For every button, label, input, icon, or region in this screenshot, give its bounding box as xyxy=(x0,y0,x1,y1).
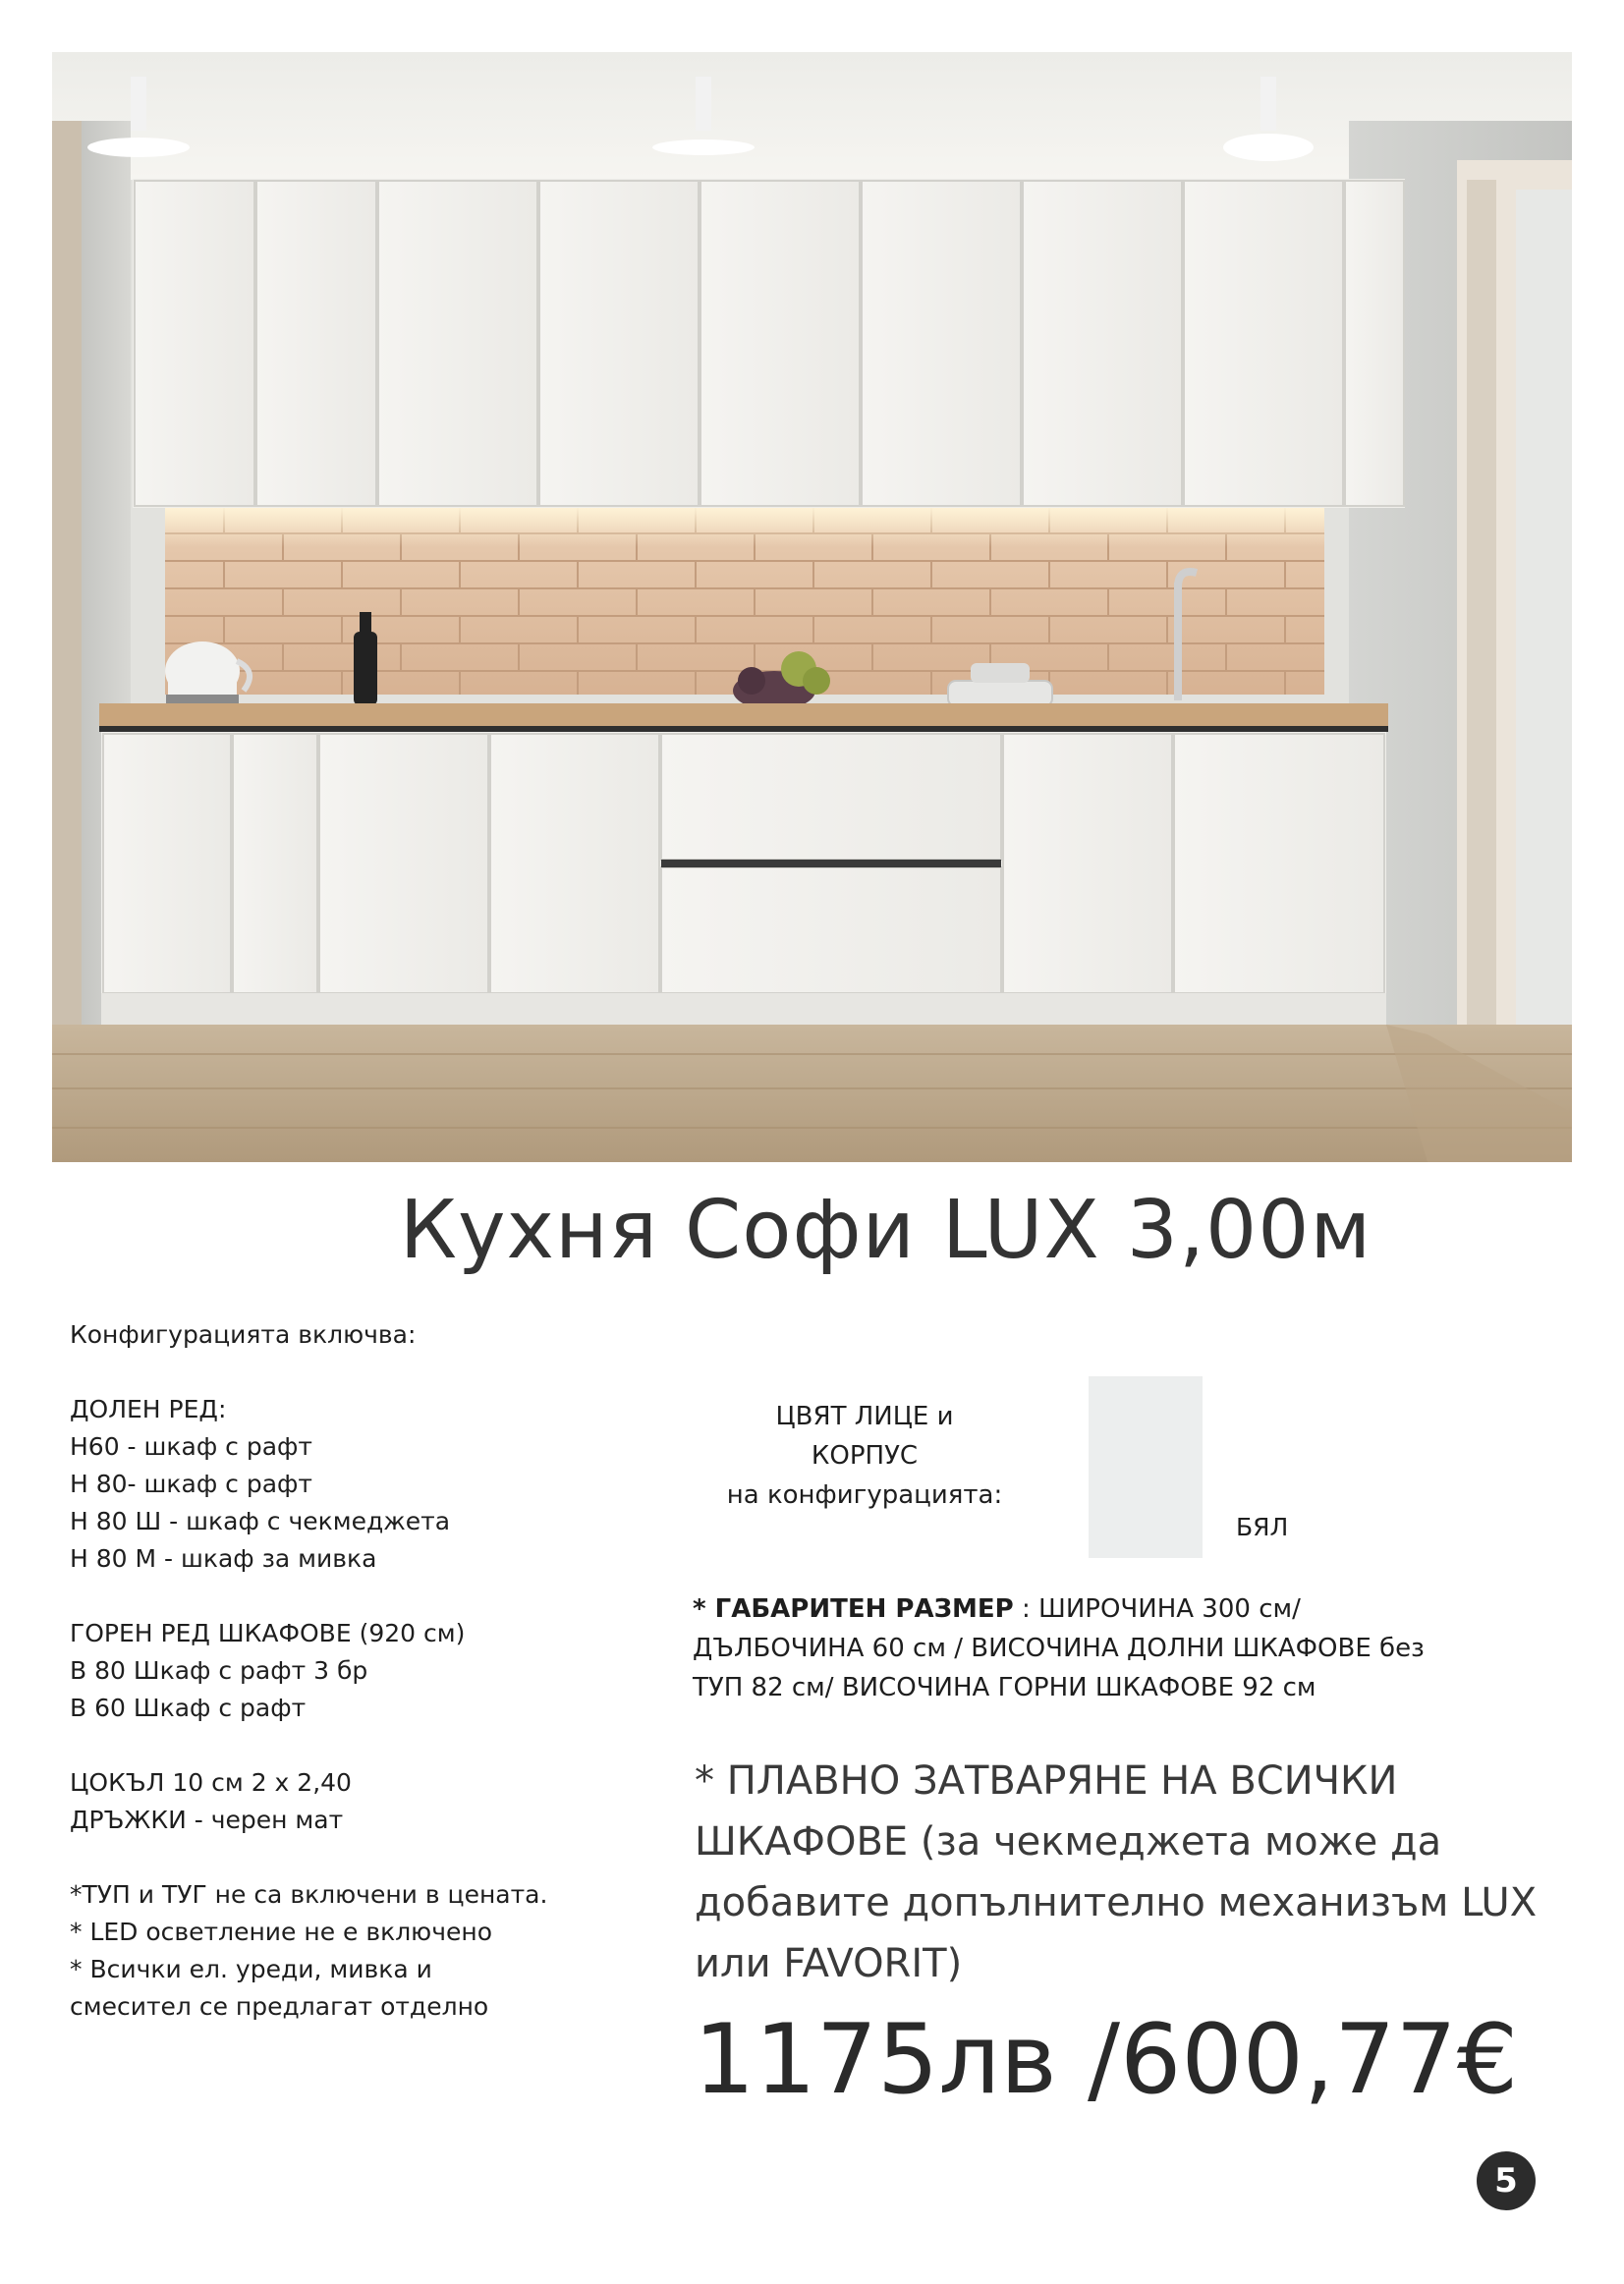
config-line: ГОРЕН РЕД ШКАФОВЕ (920 см) xyxy=(70,1619,466,1647)
page-number-badge: 5 xyxy=(1477,2151,1536,2210)
color-label-line: на конфигурацията: xyxy=(726,1480,1003,1510)
lower-cabinets xyxy=(101,732,1386,1025)
config-line: В 60 Шкаф с рафт xyxy=(70,1694,307,1722)
color-label-line: ЦВЯТ ЛИЦЕ и xyxy=(775,1402,954,1431)
page-title: Кухня Софи LUX 3,00м xyxy=(399,1184,1372,1277)
upper-cabinets xyxy=(133,179,1405,508)
color-label-line: КОРПУС xyxy=(811,1441,919,1471)
dimensions-line: ТУП 82 см/ ВИСОЧИНА ГОРНИ ШКАФОВЕ 92 см xyxy=(693,1673,1316,1702)
note-line: *ТУП и ТУГ не са включени в цената. xyxy=(70,1880,548,1909)
lower-row-block xyxy=(70,1391,620,1578)
configuration-list xyxy=(70,1316,620,2063)
soft-close-text xyxy=(695,1751,1579,1994)
config-line: Н60 - шкаф с рафт xyxy=(70,1432,312,1461)
tile-backsplash xyxy=(165,508,1324,695)
config-line: ДРЪЖКИ - черен мат xyxy=(70,1806,344,1834)
floor xyxy=(52,1025,1572,1162)
soft-close-line: * ПЛАВНО ЗАТВАРЯНЕ НА ВСИЧКИ xyxy=(695,1758,1398,1804)
dimensions-label: * ГАБАРИТЕН РАЗМЕР xyxy=(693,1594,1014,1624)
dimensions-line: : ШИРОЧИНА 300 см/ xyxy=(1013,1594,1301,1624)
config-line: ДОЛЕН РЕД: xyxy=(70,1395,227,1423)
config-heading: Конфигурацията включва: xyxy=(70,1320,417,1349)
note-line: * LED осветление не е включено xyxy=(70,1918,493,1946)
color-swatch xyxy=(1089,1376,1203,1558)
soft-close-line: или FAVORIT) xyxy=(695,1941,963,1986)
notes-block xyxy=(70,1876,620,2026)
kitchen-photo xyxy=(52,52,1572,1162)
note-line: * Всички ел. уреди, мивка и xyxy=(70,1955,432,1983)
price: 1175лв /600,77€ xyxy=(694,2004,1519,2116)
note-line: смесител се предлагат отделно xyxy=(70,1992,489,2021)
config-line: ЦОКЪЛ 10 см 2 x 2,40 xyxy=(70,1768,352,1797)
color-name: БЯЛ xyxy=(1236,1513,1289,1541)
countertop xyxy=(99,703,1388,728)
soft-close-line: ШКАФОВЕ (за чекмеджета може да xyxy=(695,1819,1442,1865)
dimensions-line: ДЪЛБОЧИНА 60 см / ВИСОЧИНА ДОЛНИ ШКАФОВЕ без xyxy=(693,1634,1425,1663)
config-line: Н 80 Ш - шкаф с чекмеджета xyxy=(70,1507,451,1535)
soft-close-line: добавите допълнително механизъм LUX xyxy=(695,1880,1538,1925)
dimensions-text xyxy=(693,1589,1577,1707)
color-label xyxy=(717,1397,1012,1515)
config-line: Н 80 М - шкаф за мивка xyxy=(70,1544,377,1573)
kitchen-illustration xyxy=(52,52,1572,1162)
plinth-block xyxy=(70,1764,620,1839)
config-line: Н 80- шкаф с рафт xyxy=(70,1470,312,1498)
upper-row-block xyxy=(70,1615,620,1727)
config-line: В 80 Шкаф с рафт 3 бр xyxy=(70,1656,368,1685)
